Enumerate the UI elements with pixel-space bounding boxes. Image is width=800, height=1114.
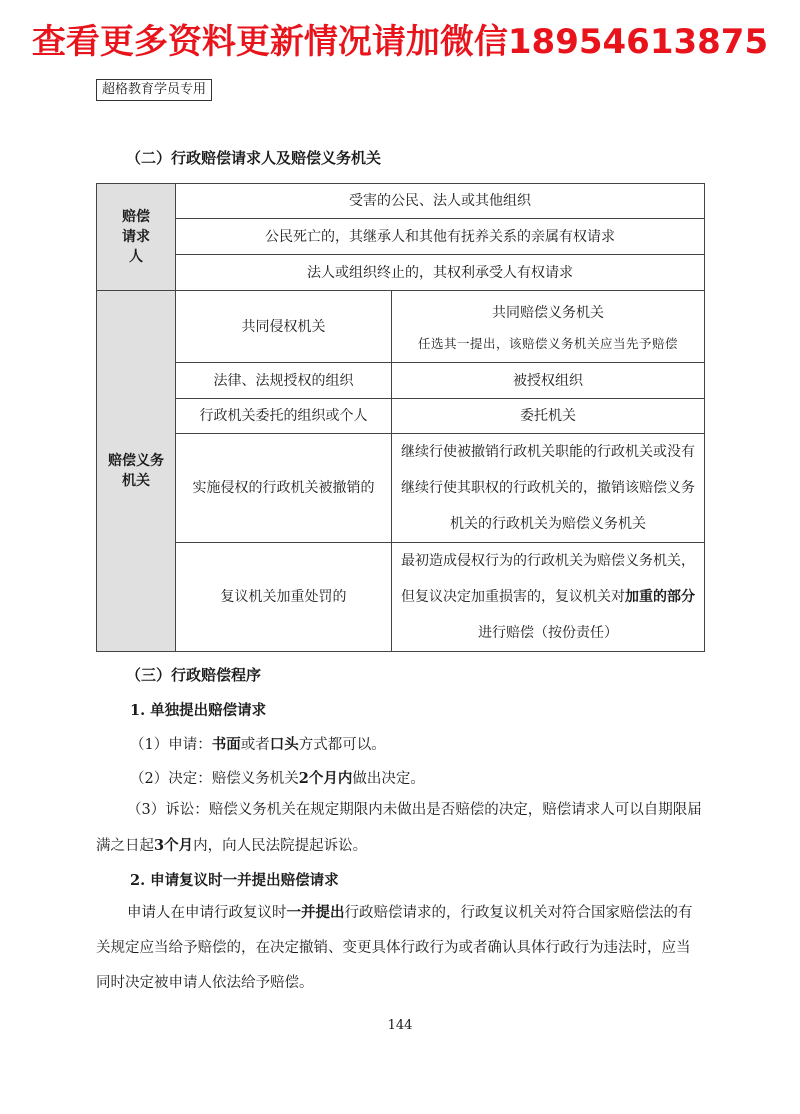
section-3-title: （三）行政赔偿程序 xyxy=(126,666,262,684)
student-only-tag: 超格教育学员专用 xyxy=(96,79,212,101)
obligor-left-cell: 复议机关加重处罚的 xyxy=(176,543,392,652)
wechat-contact-banner: 查看更多资料更新情况请加微信18954613875 xyxy=(31,22,769,62)
obligor-row xyxy=(97,291,705,363)
obligor-right-text: 共同赔偿义务机关 xyxy=(492,304,604,321)
claimant-cell: 公民死亡的，其继承人和其他有抚养关系的亲属有权请求 xyxy=(176,219,705,255)
obligor-right-cell: 最初造成侵权行为的行政机关为赔偿义务机关，但复议决定加重损害的，复议机关对加重的部分进行赔偿（按份责任） xyxy=(392,543,705,652)
page-number: 144 xyxy=(387,1018,413,1033)
obligor-row xyxy=(97,363,705,399)
obligor-left-cell: 实施侵权的行政机关被撤销的 xyxy=(176,434,392,543)
claimant-cell: 法人或组织终止的，其权利承受人有权请求 xyxy=(176,255,705,291)
obligor-row xyxy=(97,399,705,434)
claimant-row xyxy=(97,255,705,291)
subsection-1-title: 1. 单独提出赔偿请求 xyxy=(130,702,267,719)
obligor-left-cell: 法律、法规授权的组织 xyxy=(176,363,392,399)
claimant-header: 赔偿请求人 xyxy=(97,184,176,291)
obligor-right-cell xyxy=(392,291,705,363)
obligor-note: 任选其一提出，该赔偿义务机关应当先予赔偿 xyxy=(417,335,678,351)
obligor-row xyxy=(97,543,705,652)
reconsideration-paragraph: 申请人在申请行政复议时一并提出行政赔偿请求的，行政复议机关对符合国家赔偿法的有关规定应当给予赔偿的，在决定撤销、变更具体行政行为或者确认具体行政行为违法时，应当同时决定被申请人依法给予赔偿。 xyxy=(96,904,693,991)
section-2-title: （二）行政赔偿请求人及赔偿义务机关 xyxy=(126,149,382,167)
claimant-row xyxy=(97,219,705,255)
claimant-row xyxy=(97,184,705,219)
procedure-item-1: （1）申请：书面或者口头方式都可以。 xyxy=(130,736,386,753)
obligor-row xyxy=(97,434,705,543)
obligor-right-cell: 被授权组织 xyxy=(392,363,705,399)
obligor-left-cell: 行政机关委托的组织或个人 xyxy=(176,399,392,434)
obligor-right-cell: 委托机关 xyxy=(392,399,705,434)
compensation-table xyxy=(96,183,705,652)
procedure-item-3: （3）诉讼：赔偿义务机关在规定期限内未做出是否赔偿的决定，赔偿请求人可以自期限届满之日起3个月内，向人民法院提起诉讼。 xyxy=(96,802,702,854)
procedure-item-2: （2）决定：赔偿义务机关2个月内做出决定。 xyxy=(130,770,425,787)
obligor-header: 赔偿义务机关 xyxy=(97,291,176,652)
obligor-right-cell: 继续行使被撤销行政机关职能的行政机关或没有继续行使其职权的行政机关的，撤销该赔偿义务机关的行政机关为赔偿义务机关 xyxy=(392,434,705,543)
subsection-2-title: 2. 申请复议时一并提出赔偿请求 xyxy=(130,872,339,889)
obligor-left-cell: 共同侵权机关 xyxy=(176,291,392,363)
claimant-cell: 受害的公民、法人或其他组织 xyxy=(176,184,705,219)
